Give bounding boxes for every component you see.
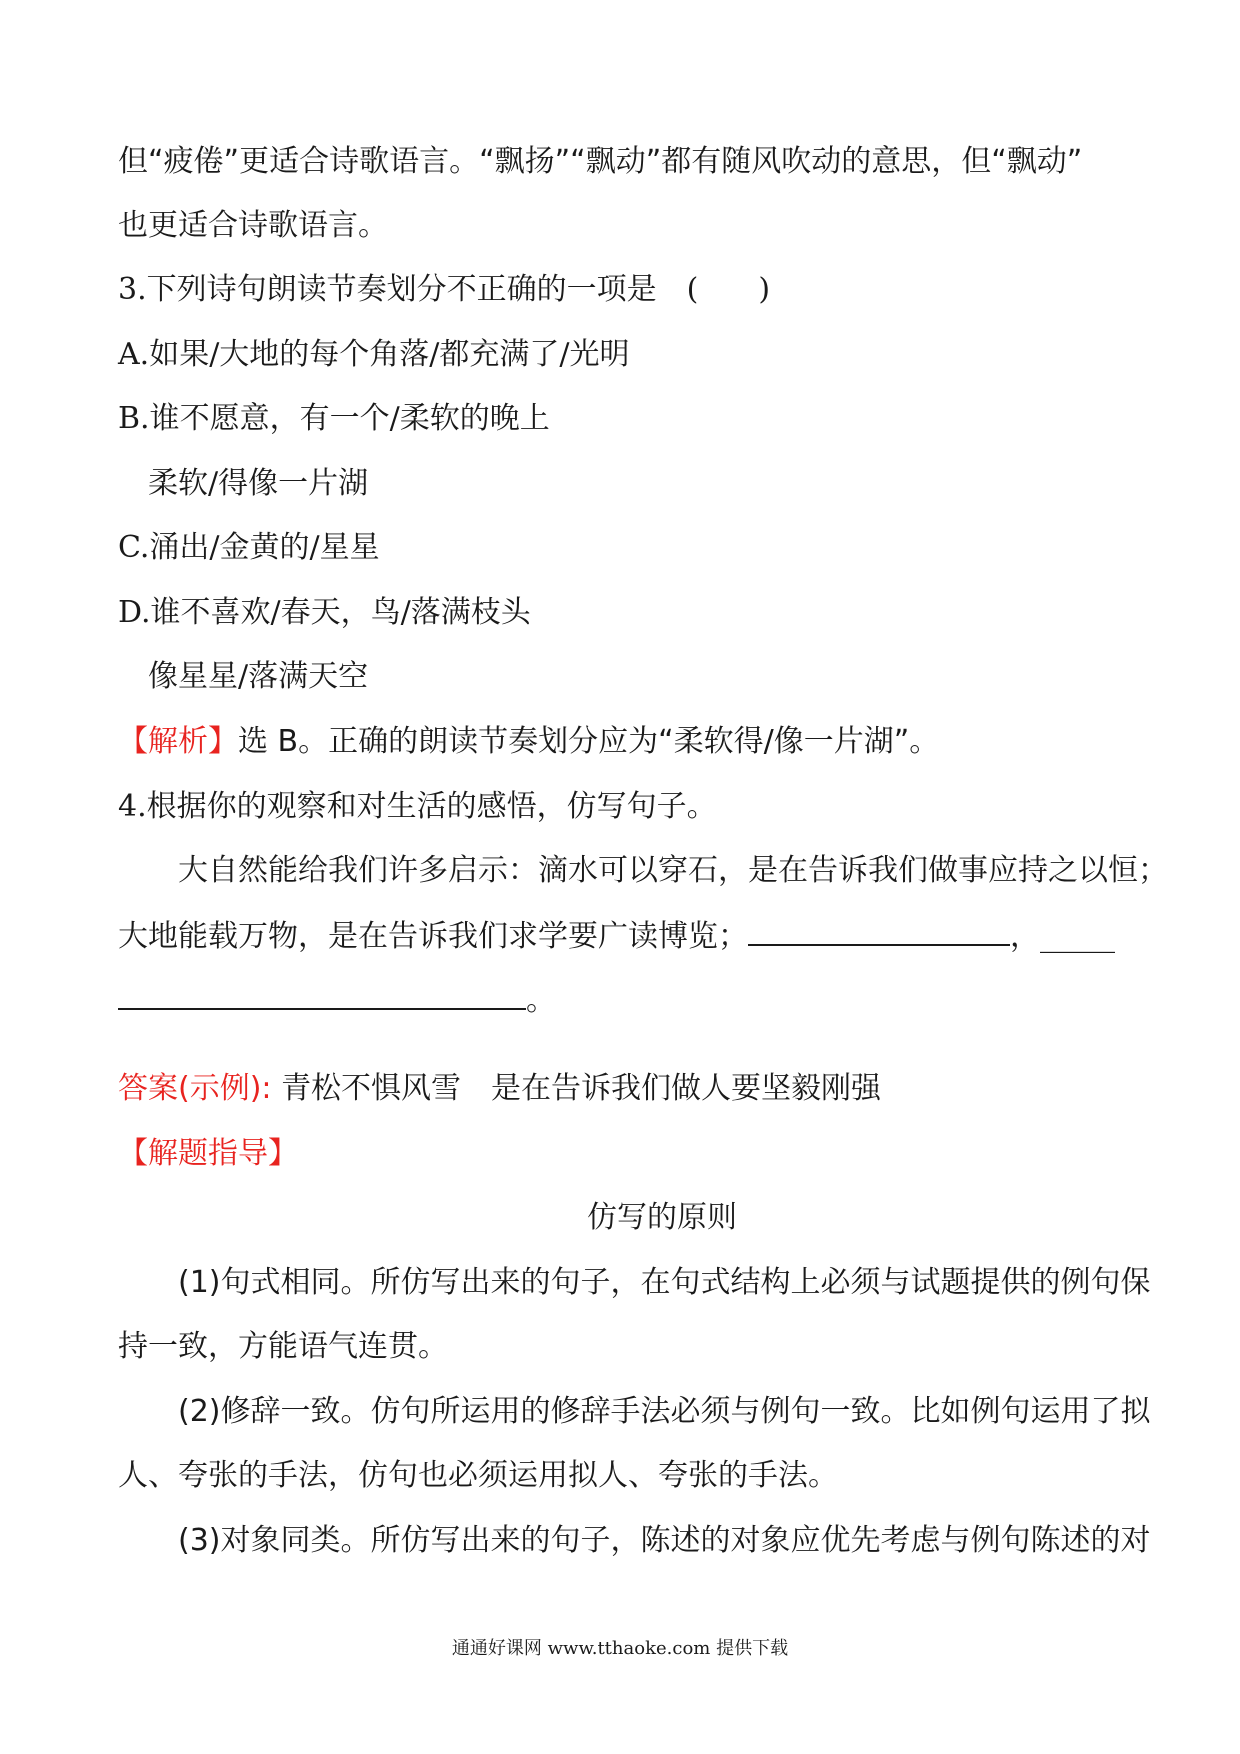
analysis-text: 选 B。正确的朗读节奏划分应为“柔软得/像一片湖”。 <box>238 724 940 759</box>
question-4-paragraph-line2 <box>118 916 1115 957</box>
option-b-continued: 柔软/得像一片湖 <box>148 466 369 501</box>
guide-label: 【解题指导】 <box>118 1136 298 1171</box>
blank-separator: ，_____ <box>1010 919 1115 954</box>
answer <box>118 1069 881 1109</box>
guide-title: 仿写的原则 <box>587 1200 737 1235</box>
analysis <box>118 722 939 762</box>
principle-1-continued: 持一致，方能语气连贯。 <box>118 1329 448 1364</box>
question-4-text: 大地能载万物，是在告诉我们求学要广读博览； <box>118 919 748 954</box>
answer-text: 青松不惧风雪 是在告诉我们做人要坚毅刚强 <box>281 1071 882 1106</box>
analysis-label: 【解析】 <box>118 724 238 759</box>
option-a: A.如果/大地的每个角落/都充满了/光明 <box>118 337 630 372</box>
text-line: 也更适合诗歌语言。 <box>118 208 388 243</box>
answer-label: 答案(示例): <box>118 1071 272 1106</box>
question-4-paragraph: 大自然能给我们许多启示：滴水可以穿石，是在告诉我们做事应持之以恒； <box>178 853 1168 888</box>
sentence-end: 。 <box>526 983 556 1018</box>
principle-3: (3)对象同类。所仿写出来的句子，陈述的对象应优先考虑与例句陈述的对 <box>178 1523 1151 1558</box>
answer-blank-1[interactable] <box>748 916 1010 946</box>
option-c: C.涌出/金黄的/星星 <box>118 530 380 565</box>
option-d-continued: 像星星/落满天空 <box>148 659 369 694</box>
option-d: D.谁不喜欢/春天，鸟/落满枝头 <box>118 595 531 630</box>
text-line: 但“疲倦”更适合诗歌语言。“飘扬”“飘动”都有随风吹动的意思，但“飘动” <box>118 144 1083 179</box>
principle-2-continued: 人、夸张的手法，仿句也必须运用拟人、夸张的手法。 <box>118 1458 838 1493</box>
principle-1: (1)句式相同。所仿写出来的句子，在句式结构上必须与试题提供的例句保 <box>178 1265 1151 1300</box>
question-4: 4.根据你的观察和对生活的感悟，仿写句子。 <box>118 789 717 824</box>
principle-2: (2)修辞一致。仿句所运用的修辞手法必须与例句一致。比如例句运用了拟 <box>178 1394 1151 1429</box>
question-4-paragraph-line3 <box>118 980 556 1021</box>
page-footer: 通通好课网 www.tthaoke.com 提供下载 <box>451 1638 789 1659</box>
question-3: 3.下列诗句朗读节奏划分不正确的一项是 ( ) <box>118 272 771 307</box>
option-b: B.谁不愿意，有一个/柔软的晚上 <box>118 401 550 436</box>
answer-blank-2[interactable] <box>118 980 526 1010</box>
